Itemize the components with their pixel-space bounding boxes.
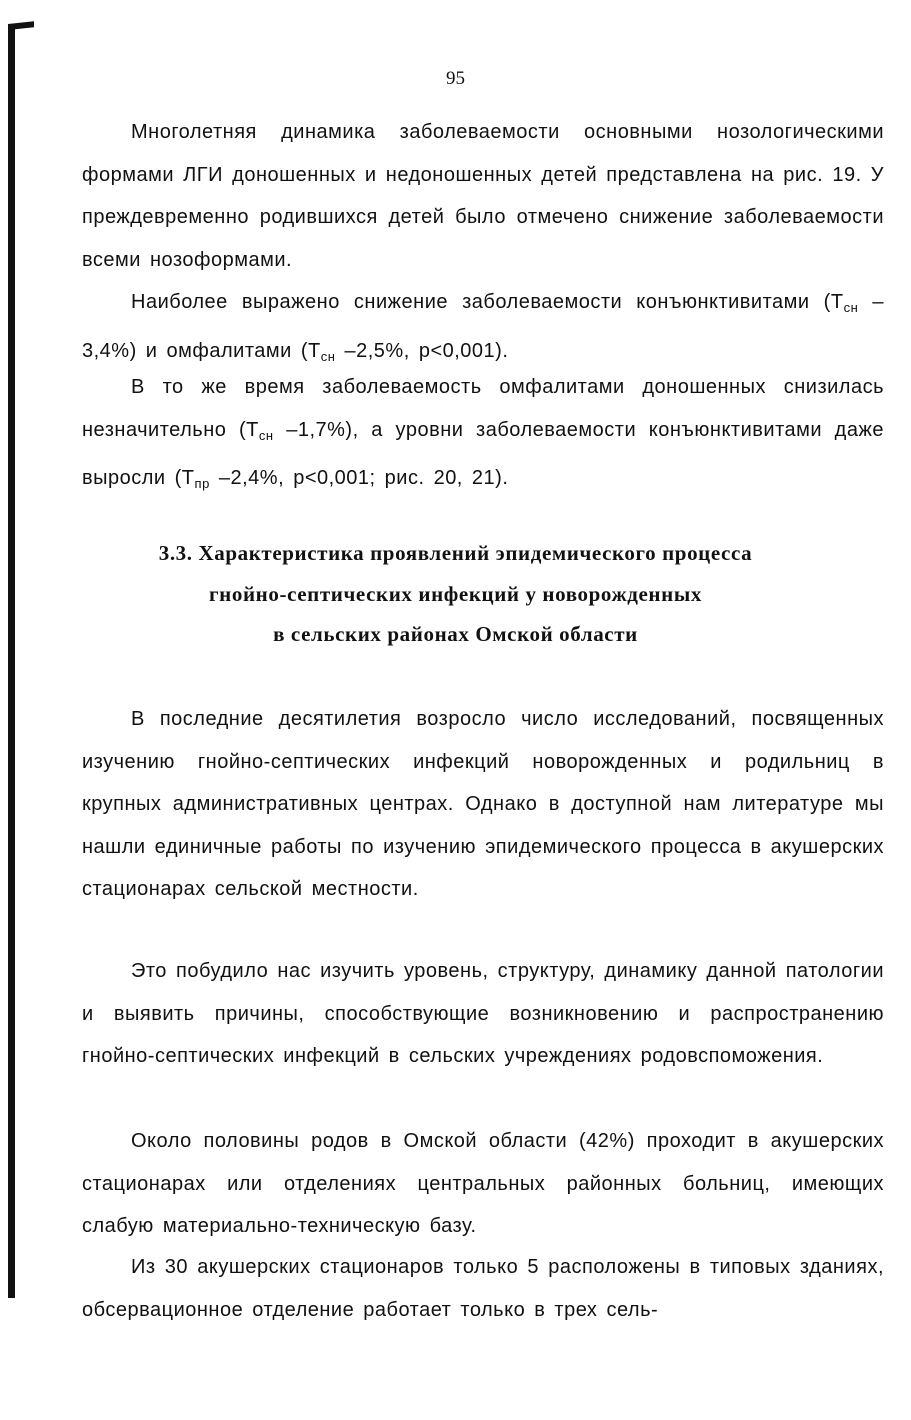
paragraph-text: –1,7%), а уровни заболеваемости конъюнктивитами даже выросли (Т xyxy=(82,418,884,489)
subscript-label: сн xyxy=(258,427,274,443)
paragraph-study-motivation: Это побудило нас изучить уровень, структуру, динамику данной патологии и выявить причины, способствующие возникновению и распространению гнойно-септических инфекций в сельских учреждениях родовспоможения. xyxy=(82,960,884,1067)
paragraph-rural-births: Около половины родов в Омской области (42%) проходит в акушерских стационарах или отделениях центральных районных больниц, имеющих слабую материально-техническую базу. xyxy=(82,1130,884,1237)
paragraph-ligi-dynamics: Многолетняя динамика заболеваемости основными нозологическими формами ЛГИ доношенных и недоношенных детей представлена на рис. 19. У преждевременно родившихся детей было отмечено снижение заболеваемости всеми нозоформами. xyxy=(82,121,884,271)
binding-hook-mark xyxy=(8,21,34,30)
paragraph-text: –2,5%, р<0,001). xyxy=(335,339,509,362)
paragraph-conjunctivitis-omphalitis xyxy=(82,281,884,378)
subscript-label: пр xyxy=(194,476,210,491)
paragraph-text: В то же время заболеваемость омфалитами доношенных снизилась незначительно (Т xyxy=(82,376,884,441)
subscript-label: сн xyxy=(843,300,859,315)
paragraph-text: –3,4%) и омфалитами (Т xyxy=(82,291,884,362)
section-heading-line: в сельских районах Омской области xyxy=(273,622,638,646)
paragraph-fullterm-omphalitis xyxy=(82,366,884,506)
section-heading xyxy=(40,533,871,655)
paragraph-research-overview: В последние десятилетия возросло число исследований, посвященных изучению гнойно-септических инфекций новорожденных и родильниц в крупных административных центрах. Однако в доступной нам литературе мы нашли единичные работы по изучению эпидемического процесса в акушерских стационарах сельской местности. xyxy=(82,708,884,900)
subscript-label: сн xyxy=(320,348,336,364)
paragraph-obstetric-facilities: Из 30 акушерских стационаров только 5 расположены в типовых зданиях, обсервационное отделение работает только в трех сель- xyxy=(82,1256,884,1321)
page-number: 95 xyxy=(446,68,465,89)
binding-edge-mark xyxy=(8,28,15,1298)
section-heading-line: 3.3. Характеристика проявлений эпидемического процесса xyxy=(158,541,753,565)
paragraph-text: –2,4%, р<0,001; рис. 20, 21). xyxy=(209,467,509,489)
section-heading-line: гнойно-септических инфекций у новорожденных xyxy=(209,581,702,606)
paragraph-text: Наиболее выражено снижение заболеваемости конъюнктивитами (Т xyxy=(131,291,844,313)
